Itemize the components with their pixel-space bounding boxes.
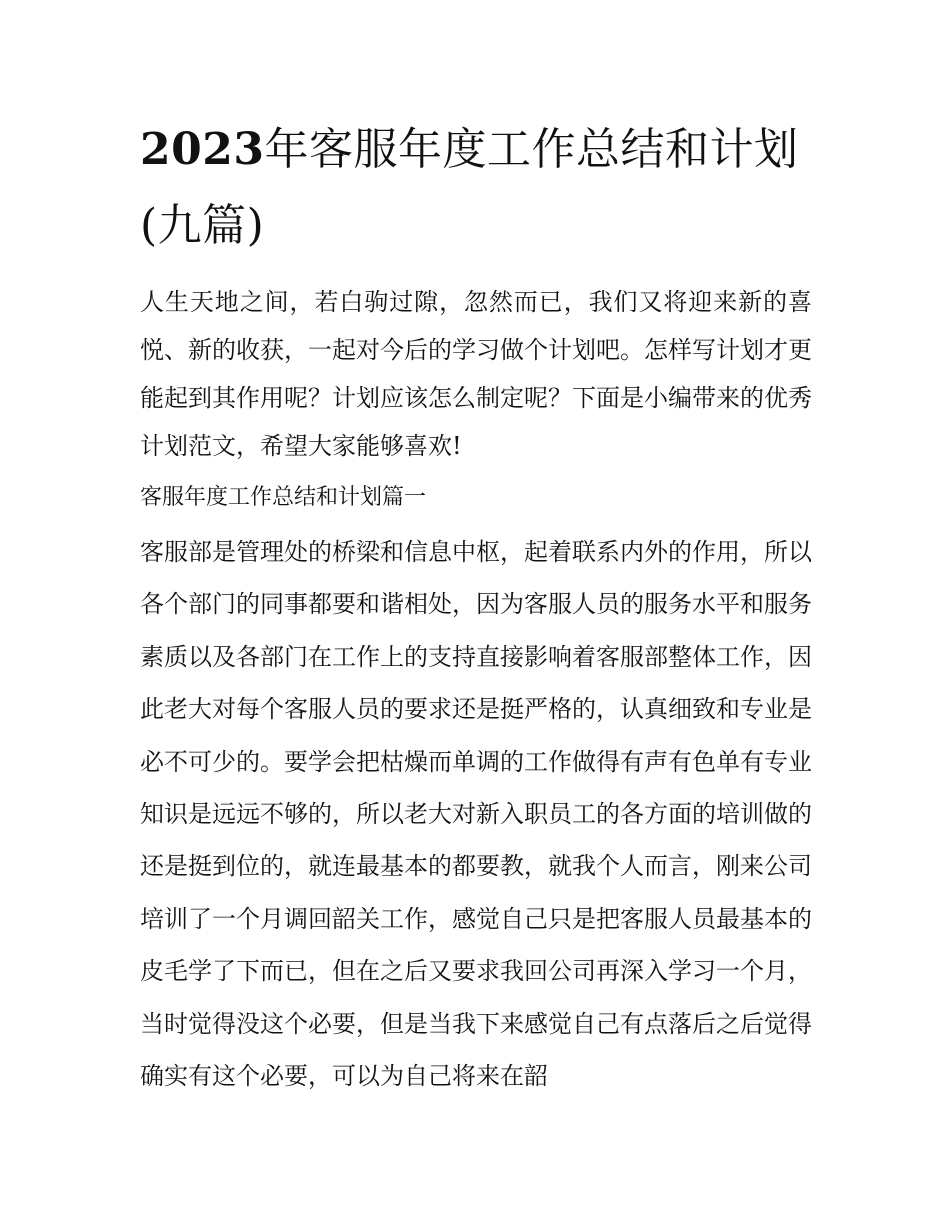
title-year: 2023	[140, 124, 265, 175]
title-text: 年客服年度工作总结和计划(九篇)	[140, 124, 799, 251]
section-heading: 客服年度工作总结和计划篇一	[140, 485, 427, 510]
section-body-paragraph: 客服部是管理处的桥梁和信息中枢，起着联系内外的作用，所以各个部门的同事都要和谐相处，因为客服人员的服务水平和服务素质以及各部门在工作上的支持直接影响着客服部整体工作，因此老大对每个客服人员的要求还是挺严格的，认真细致和专业是必不可少的。要学会把枯燥而单调的工作做得有声有色单有专业知识是远远不够的，所以老大对新入职员工的各方面的培训做的还是挺到位的，就连最基本的都要教，就我个人而言，刚来公司培训了一个月调回韶关工作，感觉自己只是把客服人员最基本的皮毛学了下而已，但在之后又要求我回公司再深入学习一个月，当时觉得没这个必要，但是当我下来感觉自己有点落后之后觉得确实有这个必要，可以为自己将来在韶	[140, 538, 812, 1091]
document-content	[140, 112, 812, 1102]
document-title	[140, 112, 812, 264]
intro-paragraph: 人生天地之间，若白驹过隙，忽然而已，我们又将迎来新的喜悦、新的收获，一起对今后的学习做个计划吧。怎样写计划才更能起到其作用呢？计划应该怎么制定呢？下面是小编带来的优秀计划范文，希望大家能够喜欢!	[140, 288, 812, 460]
